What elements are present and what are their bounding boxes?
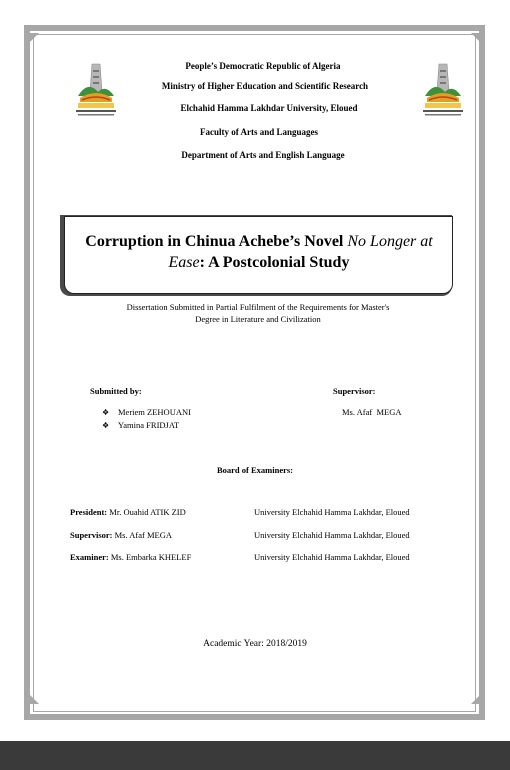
- examiner-role: Examiner:: [70, 552, 109, 562]
- supervisor-name: Ms. Afaf MEGA: [342, 407, 402, 417]
- examiner-affiliation: University Elchahid Hamma Lakhdar, Eloued: [254, 552, 410, 562]
- diamond-bullet-icon: ❖: [102, 421, 110, 430]
- title-italic-2: Ease: [168, 254, 200, 271]
- examiner-row: [70, 552, 440, 562]
- dissertation-title: [76, 231, 442, 273]
- header-university: Elchahid Hamma Lakhdar University, Eloued: [180, 103, 358, 113]
- examiner-affiliation: University Elchahid Hamma Lakhdar, Eloued: [254, 530, 410, 540]
- header-ministry: Ministry of Higher Education and Scientific Research: [161, 81, 369, 91]
- student-name: Meriem ZEHOUANI: [118, 407, 191, 417]
- dissertation-subtitle: [108, 301, 408, 325]
- diamond-bullet-icon: ❖: [102, 408, 110, 417]
- submitted-by-label: Submitted by:: [90, 386, 142, 396]
- examiner-affiliation: University Elchahid Hamma Lakhdar, Eloued: [254, 507, 410, 517]
- header-faculty: Faculty of Arts and Languages: [199, 127, 318, 137]
- title-part-2: : A Postcolonial Study: [199, 254, 350, 271]
- student-item: [102, 407, 191, 417]
- examiner-name: Ms. Afaf MEGA: [112, 530, 172, 540]
- header-country: People’s Democratic Republic of Algeria: [185, 61, 341, 71]
- logo-latin-text: [78, 114, 114, 116]
- corner-ornament-top-right: [471, 33, 485, 47]
- subtitle-line-2: Degree in Literature and Civilization: [195, 314, 321, 324]
- student-item: [102, 420, 179, 430]
- subtitle-line-1: Dissertation Submitted in Partial Fulfilment of the Requirements for Master's: [126, 302, 390, 312]
- board-of-examiners-label: Board of Examiners:: [216, 465, 294, 475]
- corner-ornament-bottom-right: [471, 690, 485, 704]
- student-name: Yamina FRIDJAT: [118, 420, 180, 430]
- academic-year: Academic Year: 2018/2019: [203, 639, 307, 649]
- viewer-bottom-bar: [0, 741, 510, 770]
- header-department: Department of Arts and English Language: [181, 150, 345, 160]
- examiner-row: [70, 530, 440, 540]
- corner-ornament-bottom-left: [25, 690, 39, 704]
- corner-ornament-top-left: [25, 33, 39, 47]
- title-italic-1: No Longer at: [347, 233, 433, 250]
- examiner-role: Supervisor:: [70, 530, 113, 540]
- examiner-name: Mr. Ouahid ATIK ZID: [107, 507, 186, 517]
- examiner-role: President:: [70, 507, 108, 517]
- examiner-row: [70, 507, 440, 517]
- title-part-1: Corruption in Chinua Achebe’s Novel: [85, 233, 348, 250]
- examiner-name: Ms. Embarka KHELEF: [108, 552, 192, 562]
- supervisor-label: Supervisor:: [333, 386, 376, 396]
